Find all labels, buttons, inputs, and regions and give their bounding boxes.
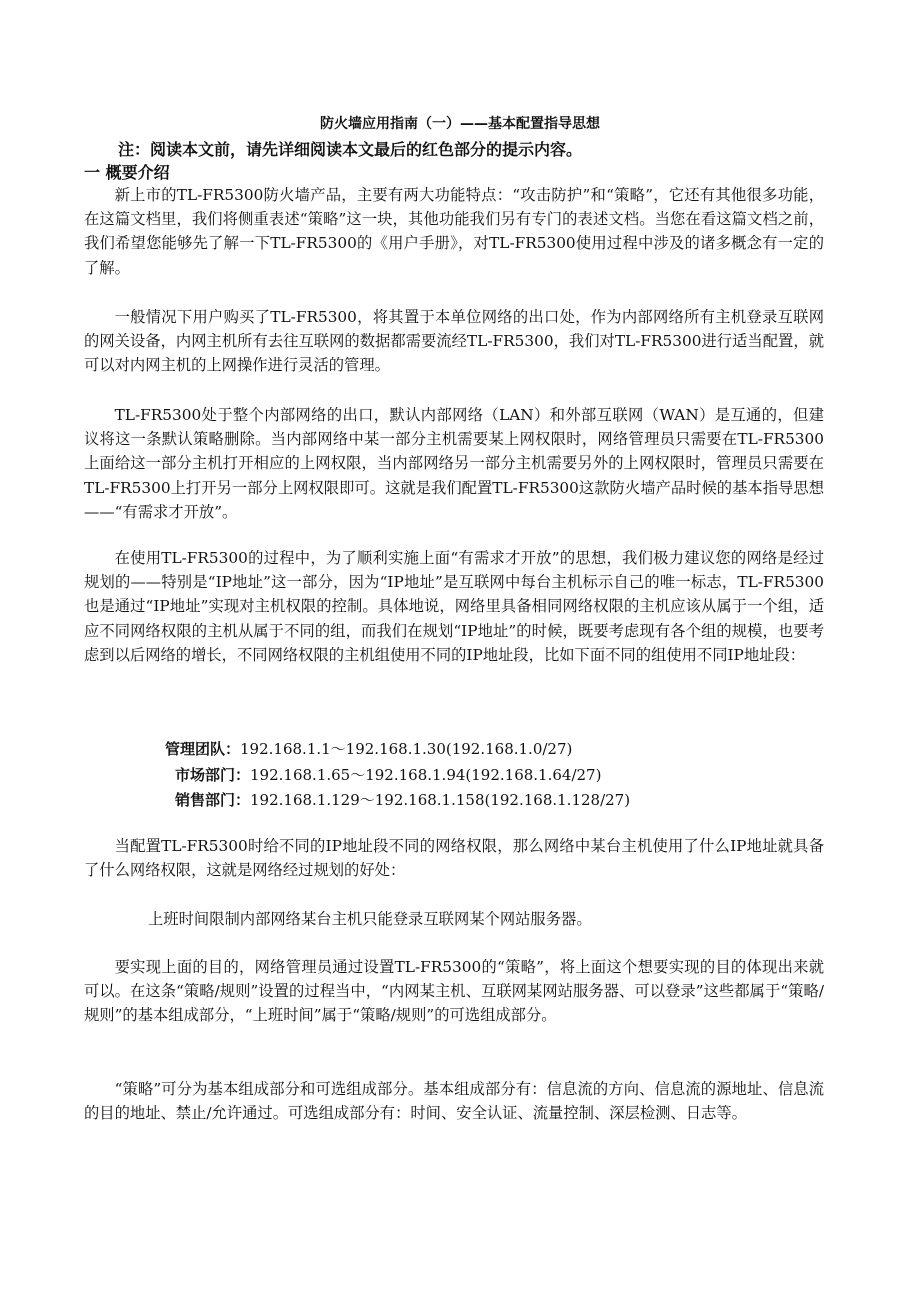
address-group-row — [165, 763, 630, 789]
address-group-list — [165, 737, 630, 814]
paragraph-planning-benefit: 当配置TL-FR5300时给不同的IP地址段不同的网络权限，那么网络中某台主机使用了什么IP地址就具备了什么网络权限，这就是网络经过规划的好处： — [84, 837, 824, 880]
paragraph-ip-planning: 在使用TL-FR5300的过程中，为了顺利实施上面“有需求才开放”的思想，我们极力建议您的网络是经过规划的——特别是“IP地址”这一部分，因为“IP地址”是互联网中每台主机标示自己的唯一标志，TL-FR5300也是通过“IP地址”实现对主机权限的控制。具体地说，网络里具备相同网络权限的主机应该从属于一个组，适应不同网络权限的主机从属于不同的组，而我们在规划“IP地址”的时候，既要考虑现有各个组的规模，也要考虑到以后网络的增长，不同网络权限的主机组使用不同的IP地址段，比如下面不同的组使用不同IP地址段： — [84, 549, 824, 664]
address-group-label: 销售部门： — [175, 791, 251, 809]
reading-note: 注：阅读本文前，请先详细阅读本文最后的红色部分的提示内容。 — [118, 140, 583, 159]
paragraph-gateway: 一般情况下用户购买了TL-FR5300，将其置于本单位网络的出口处，作为内部网络所有主机登录互联网的网关设备，内网主机所有去往互联网的数据都需要流经TL-FR5300，我们对TL-FR5300进行适当配置，就可以对内网主机的上网操作进行灵活的管理。 — [84, 308, 824, 375]
paragraph-default-policy: TL-FR5300处于整个内部网络的出口，默认内部网络（LAN）和外部互联网（WAN）是互通的，但建议将这一条默认策略删除。当内部网络中某一部分主机需要某上网权限时，网络管理员只需要在TL-FR5300上面给这一部分主机打开相应的上网权限，当内部网络另一部分主机需要另外的上网权限时，管理员只需要在TL-FR5300上打开另一部分上网权限即可。这就是我们配置TL-FR5300这款防火墙产品时候的基本指导思想——“有需求才开放”。 — [84, 406, 824, 521]
address-group-label: 管理团队： — [165, 740, 241, 758]
document-title: 防火墙应用指南（一）——基本配置指导思想 — [320, 116, 600, 132]
address-group-row — [165, 737, 630, 763]
address-group-range: 192.168.1.65～192.168.1.94(192.168.1.64/27) — [250, 765, 602, 784]
address-group-label: 市场部门： — [175, 765, 251, 784]
address-group-range: 192.168.1.129～192.168.1.158(192.168.1.128/27) — [250, 791, 631, 809]
address-group-row — [165, 788, 630, 814]
paragraph-policy-components: “策略”可分为基本组成部分和可选组成部分。基本组成部分有：信息流的方向、信息流的源地址、信息流的目的地址、禁止/允许通过。可选组成部分有：时间、安全认证、流量控制、深层检测、日志等。 — [84, 1080, 824, 1123]
paragraph-intro: 新上市的TL-FR5300防火墙产品，主要有两大功能特点：“攻击防护”和“策略”，它还有其他很多功能，在这篇文档里，我们将侧重表述“策略”这一块，其他功能我们另有专门的表述文档。当您在看这篇文档之前，我们希望您能够先了解一下TL-FR5300的《用户手册》，对TL-FR5300使用过程中涉及的诸多概念有一定的了解。 — [84, 186, 824, 277]
example-rule: 上班时间限制内部网络某台主机只能登录互联网某个网站服务器。 — [148, 910, 592, 928]
section-heading: 一 概要介绍 — [84, 163, 170, 182]
address-group-range: 192.168.1.1～192.168.1.30(192.168.1.0/27) — [240, 740, 573, 758]
paragraph-policy-setup: 要实现上面的目的，网络管理员通过设置TL-FR5300的“策略”，将上面这个想要实现的目的体现出来就可以。在这条“策略/规则”设置的过程当中，“内网某主机、互联网某网站服务器、可以登录”这些都属于“策略/规则”的基本组成部分，“上班时间”属于“策略/规则”的可选组成部分。 — [84, 958, 824, 1025]
